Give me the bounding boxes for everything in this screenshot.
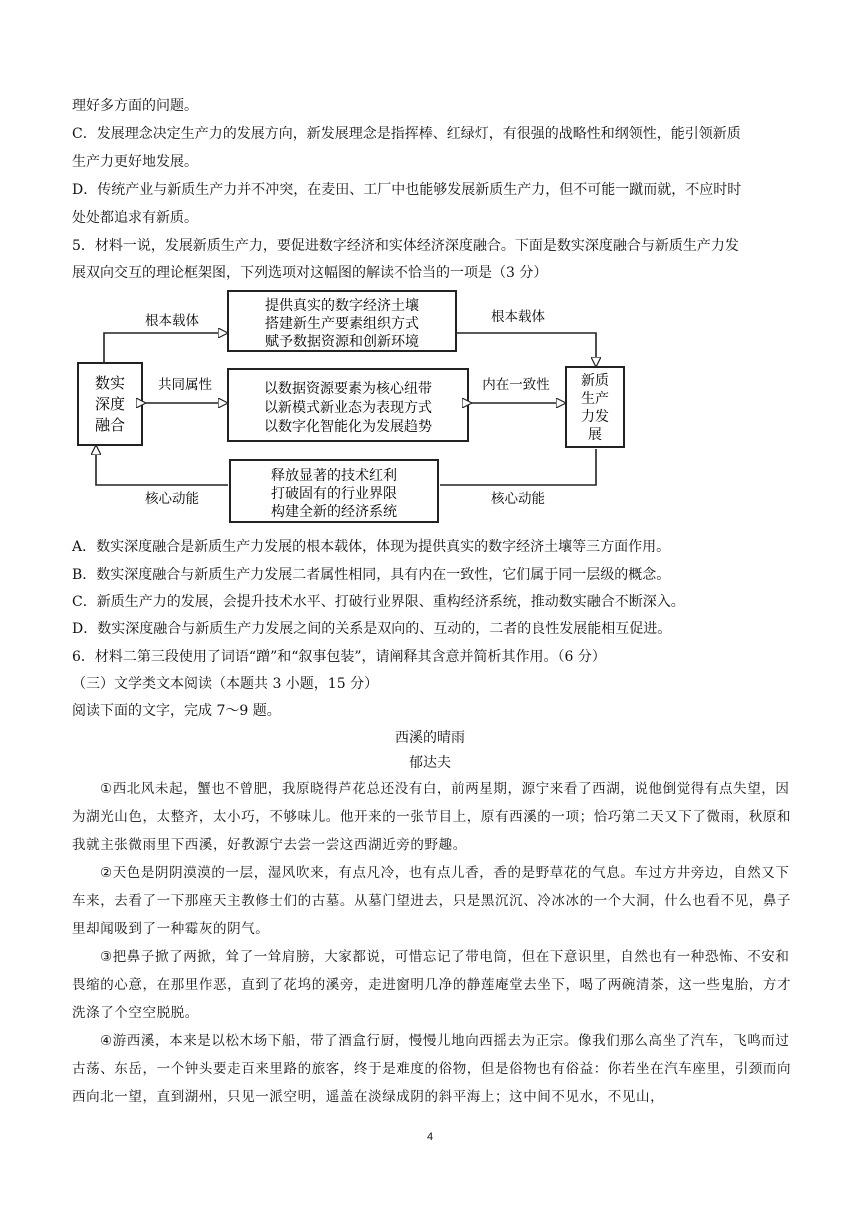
top-box-line: 提供真实的数字经济土壤 bbox=[265, 298, 419, 314]
arrow-top-right bbox=[456, 333, 596, 365]
option-d-line: D．传统产业与新质生产力并不冲突，在麦田、工厂中也能够发展新质生产力，但不可能一蹴而就，不应时时 bbox=[72, 182, 742, 198]
middle-box-line: 以数字化智能化为发展趋势 bbox=[264, 419, 432, 435]
question-5-line: 5．材料一说，发展新质生产力，要促进数字经济和实体经济深度融合。下面是数实深度融合与新质生产力发 bbox=[72, 238, 739, 254]
section-heading: （三）文学类文本阅读（本题共 3 小题，15 分） bbox=[72, 676, 379, 692]
instruction-line: 阅读下面的文字，完成 7～9 题。 bbox=[72, 703, 281, 719]
right-box-line: 新质 bbox=[581, 373, 609, 389]
text-line: 理好多方面的问题。 bbox=[72, 98, 198, 114]
left-box-line: 数实 bbox=[94, 374, 126, 392]
story-paragraph: ①西北风未起，蟹也不曾肥，我原晓得芦花总还没有白，前两星期，源宁来看了西湖，说他倒觉得有点失望，因为湖光山色，太整齐，太小巧，不够味儿。他开来的一张节目上，原有西溪的一项；恰巧第二天又下了微雨，秋原和我就主张微雨里下西溪，好教源宁去尝一尝这西湖近旁的野趣。 bbox=[72, 781, 792, 853]
page-number: 4 bbox=[426, 1131, 434, 1143]
bottom-box-line: 构建全新的经济系统 bbox=[271, 504, 397, 520]
top-box-line: 赋予数据资源和创新环境 bbox=[265, 334, 419, 350]
left-box-line: 深度 bbox=[94, 395, 126, 413]
story-title: 西溪的晴雨 bbox=[395, 730, 465, 746]
bottom-box-line: 释放显著的技术红利 bbox=[271, 468, 397, 484]
bottom-box-line: 打破固有的行业界限 bbox=[271, 486, 397, 502]
right-box-line: 力发 bbox=[581, 409, 609, 425]
option-d-line: D．数实深度融合与新质生产力发展之间的关系是双向的、互动的，二者的良性发展能相互促进。 bbox=[72, 621, 672, 637]
label-top-right: 根本载体 bbox=[491, 309, 545, 325]
arrow-top-left bbox=[104, 333, 226, 363]
story-paragraph: ③把鼻子掀了两掀，耸了一耸肩膀，大家都说，可惜忘记了带电筒，但在下意识里，自然也有一种恐怖、不安和畏缩的心意，在那里作恶，直到了花坞的溪旁，走进窗明几净的静莲庵堂去坐下，喝了两碗清茶，这一些鬼胎，方才洗涤了个空空脱脱。 bbox=[72, 949, 792, 1021]
left-box-line: 融合 bbox=[94, 416, 126, 434]
question-5-line: 展双向交互的理论框架图，下列选项对这幅图的解读不恰当的一项是（3 分） bbox=[72, 265, 548, 281]
label-top-left: 根本载体 bbox=[145, 313, 199, 329]
story-author: 郁达夫 bbox=[409, 755, 451, 771]
question-6-line: 6．材料二第三段使用了词语“蹭”和“叙事包装”，请阐释其含意并简析其作用。（6 分） bbox=[72, 649, 606, 665]
top-box-line: 搭建新生产要素组织方式 bbox=[265, 316, 419, 332]
label-bottom-right: 核心动能 bbox=[491, 491, 545, 507]
middle-box-line: 以数据资源要素为核心纽带 bbox=[264, 381, 432, 397]
label-bottom-left: 核心动能 bbox=[145, 491, 199, 507]
arrow-bottom-left bbox=[96, 447, 228, 485]
middle-box-line: 以新模式新业态为表现方式 bbox=[264, 400, 432, 416]
label-mid-left: 共同属性 bbox=[158, 377, 212, 393]
option-c-line: C．发展理念决定生产力的发展方向，新发展理念是指挥棒、红绿灯，有很强的战略性和纲领性，能引领新质 bbox=[72, 126, 741, 142]
option-c-line: C．新质生产力的发展，会提升技术水平、打破行业界限、重构经济系统，推动数实融合不断深入。 bbox=[72, 594, 685, 610]
label-mid-right: 内在一致性 bbox=[482, 377, 550, 393]
right-box-line: 展 bbox=[588, 427, 602, 443]
framework-diagram bbox=[70, 285, 630, 530]
text-line: 生产力更好地发展。 bbox=[72, 154, 198, 170]
text-line: 处处都追求有新质。 bbox=[72, 210, 198, 226]
story-paragraph: ④游西溪，本来是以松木场下船，带了酒盒行厨，慢慢儿地向西摇去为正宗。像我们那么高坐了汽车，飞鸣而过古荡、东岳，一个钟头要走百来里路的旅客，终于是难度的俗物，但是俗物也有俗益：你若坐在汽车座里，引颈而向西向北一望，直到湖州，只见一派空明，遥盖在淡绿成阴的斜平海上；这中间不见水，不见山， bbox=[72, 1033, 792, 1105]
right-box-line: 生产 bbox=[581, 391, 609, 407]
arrow-bottom-right bbox=[440, 449, 596, 485]
option-a-line: A．数实深度融合是新质生产力发展的根本载体，体现为提供真实的数字经济土壤等三方面作用。 bbox=[72, 539, 671, 555]
story-paragraph: ②天色是阴阴漠漠的一层，湿风吹来，有点凡冷，也有点儿香，香的是野草花的气息。车过方井旁边，自然又下车来，去看了一下那座天主教修士们的古墓。从墓门望进去，只是黑沉沉、冷冰冰的一个大洞，什么也看不见，鼻子里却闻吸到了一种霉灰的阴气。 bbox=[72, 865, 792, 937]
option-b-line: B．数实深度融合与新质生产力发展二者属性相同，具有内在一致性，它们属于同一层级的概念。 bbox=[72, 567, 671, 583]
